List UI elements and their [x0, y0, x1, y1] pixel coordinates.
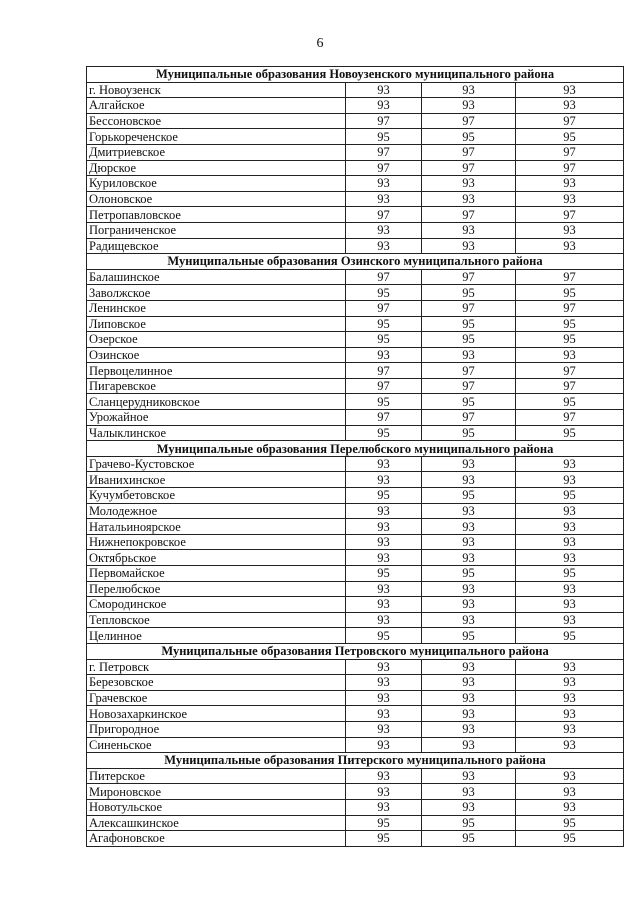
value-cell-2: 97 [422, 363, 516, 379]
value-cell-1: 93 [346, 191, 422, 207]
table-row [87, 581, 624, 597]
table-row [87, 721, 624, 737]
table-row [87, 706, 624, 722]
value-cell-2: 95 [422, 628, 516, 644]
value-cell-2: 93 [422, 534, 516, 550]
municipality-name: Питерское [87, 768, 346, 784]
municipality-name: Липовское [87, 316, 346, 332]
municipality-name: Балашинское [87, 269, 346, 285]
municipality-name: Синеньское [87, 737, 346, 753]
municipality-name: Урожайное [87, 410, 346, 426]
municipality-name: Пигаревское [87, 378, 346, 394]
table-row [87, 737, 624, 753]
value-cell-2: 93 [422, 768, 516, 784]
value-cell-3: 93 [516, 721, 624, 737]
municipality-name: Тепловское [87, 612, 346, 628]
municipality-name: Нижнепокровское [87, 534, 346, 550]
value-cell-1: 95 [346, 316, 422, 332]
value-cell-2: 97 [422, 300, 516, 316]
section-title: Муниципальные образования Петровского муниципального района [87, 643, 624, 659]
value-cell-1: 95 [346, 566, 422, 582]
value-cell-2: 93 [422, 472, 516, 488]
value-cell-3: 93 [516, 238, 624, 254]
municipality-name: Горькореченское [87, 129, 346, 145]
section-header-row [87, 254, 624, 270]
municipality-name: Куриловское [87, 176, 346, 192]
value-cell-1: 93 [346, 612, 422, 628]
value-cell-3: 93 [516, 347, 624, 363]
table-row [87, 82, 624, 98]
table-body [87, 67, 624, 847]
value-cell-2: 97 [422, 410, 516, 426]
municipality-name: Перелюбское [87, 581, 346, 597]
value-cell-2: 93 [422, 721, 516, 737]
value-cell-3: 93 [516, 690, 624, 706]
municipality-name: Алгайское [87, 98, 346, 114]
value-cell-1: 93 [346, 675, 422, 691]
municipality-name: Озинское [87, 347, 346, 363]
value-cell-1: 93 [346, 690, 422, 706]
table-row [87, 768, 624, 784]
table-row [87, 300, 624, 316]
table-row [87, 363, 624, 379]
value-cell-1: 93 [346, 503, 422, 519]
value-cell-2: 97 [422, 269, 516, 285]
municipality-name: Олоновское [87, 191, 346, 207]
table-row [87, 472, 624, 488]
table-row [87, 456, 624, 472]
value-cell-3: 97 [516, 160, 624, 176]
value-cell-1: 97 [346, 300, 422, 316]
value-cell-1: 93 [346, 597, 422, 613]
value-cell-2: 95 [422, 394, 516, 410]
value-cell-1: 95 [346, 488, 422, 504]
municipality-name: Мироновское [87, 784, 346, 800]
value-cell-3: 97 [516, 207, 624, 223]
municipality-name: Новотульское [87, 799, 346, 815]
value-cell-1: 93 [346, 456, 422, 472]
table-row [87, 659, 624, 675]
municipality-name: Озерское [87, 332, 346, 348]
value-cell-3: 93 [516, 706, 624, 722]
table-row [87, 815, 624, 831]
value-cell-3: 93 [516, 659, 624, 675]
value-cell-2: 93 [422, 659, 516, 675]
value-cell-3: 95 [516, 285, 624, 301]
value-cell-2: 95 [422, 316, 516, 332]
value-cell-1: 97 [346, 160, 422, 176]
value-cell-1: 95 [346, 628, 422, 644]
value-cell-2: 95 [422, 285, 516, 301]
table-row [87, 675, 624, 691]
value-cell-2: 93 [422, 675, 516, 691]
value-cell-1: 95 [346, 831, 422, 847]
value-cell-1: 93 [346, 222, 422, 238]
section-title: Муниципальные образования Новоузенского муниципального района [87, 67, 624, 83]
value-cell-1: 97 [346, 363, 422, 379]
value-cell-1: 97 [346, 269, 422, 285]
municipality-name: Дюрское [87, 160, 346, 176]
value-cell-2: 95 [422, 815, 516, 831]
value-cell-1: 97 [346, 207, 422, 223]
value-cell-1: 97 [346, 144, 422, 160]
value-cell-3: 93 [516, 737, 624, 753]
table-row [87, 519, 624, 535]
value-cell-3: 97 [516, 378, 624, 394]
value-cell-1: 93 [346, 534, 422, 550]
table-row [87, 285, 624, 301]
table-row [87, 269, 624, 285]
section-header-row [87, 643, 624, 659]
value-cell-3: 93 [516, 472, 624, 488]
municipality-name: Пограниченское [87, 222, 346, 238]
value-cell-3: 93 [516, 222, 624, 238]
value-cell-3: 93 [516, 581, 624, 597]
value-cell-1: 93 [346, 706, 422, 722]
municipality-name: Кучумбетовское [87, 488, 346, 504]
table-row [87, 612, 624, 628]
value-cell-1: 95 [346, 394, 422, 410]
value-cell-1: 93 [346, 82, 422, 98]
municipality-name: Пригородное [87, 721, 346, 737]
value-cell-1: 95 [346, 815, 422, 831]
municipality-name: Агафоновское [87, 831, 346, 847]
value-cell-1: 93 [346, 550, 422, 566]
value-cell-3: 93 [516, 550, 624, 566]
table-row [87, 534, 624, 550]
value-cell-1: 93 [346, 581, 422, 597]
table-row [87, 831, 624, 847]
value-cell-3: 93 [516, 784, 624, 800]
value-cell-3: 97 [516, 363, 624, 379]
value-cell-3: 97 [516, 113, 624, 129]
table-row [87, 690, 624, 706]
value-cell-2: 93 [422, 456, 516, 472]
municipal-table [86, 66, 624, 847]
value-cell-2: 93 [422, 612, 516, 628]
table-row [87, 176, 624, 192]
value-cell-1: 93 [346, 784, 422, 800]
value-cell-2: 97 [422, 144, 516, 160]
value-cell-2: 93 [422, 597, 516, 613]
value-cell-2: 93 [422, 706, 516, 722]
value-cell-2: 93 [422, 784, 516, 800]
value-cell-1: 95 [346, 332, 422, 348]
value-cell-3: 95 [516, 628, 624, 644]
value-cell-2: 93 [422, 519, 516, 535]
table-row [87, 332, 624, 348]
value-cell-3: 95 [516, 332, 624, 348]
value-cell-3: 93 [516, 534, 624, 550]
table-row [87, 378, 624, 394]
value-cell-1: 93 [346, 721, 422, 737]
value-cell-3: 97 [516, 269, 624, 285]
value-cell-1: 93 [346, 98, 422, 114]
municipality-name: Целинное [87, 628, 346, 644]
table-row [87, 550, 624, 566]
value-cell-2: 93 [422, 503, 516, 519]
value-cell-1: 93 [346, 519, 422, 535]
value-cell-1: 93 [346, 238, 422, 254]
value-cell-2: 97 [422, 378, 516, 394]
value-cell-3: 93 [516, 768, 624, 784]
value-cell-1: 93 [346, 768, 422, 784]
value-cell-2: 93 [422, 98, 516, 114]
value-cell-2: 93 [422, 82, 516, 98]
value-cell-2: 93 [422, 176, 516, 192]
value-cell-2: 95 [422, 831, 516, 847]
value-cell-1: 93 [346, 659, 422, 675]
table-row [87, 144, 624, 160]
municipality-name: Бессоновское [87, 113, 346, 129]
table-row [87, 191, 624, 207]
value-cell-2: 93 [422, 238, 516, 254]
value-cell-2: 93 [422, 222, 516, 238]
municipality-name: г. Новоузенск [87, 82, 346, 98]
table-row [87, 113, 624, 129]
value-cell-2: 97 [422, 207, 516, 223]
value-cell-1: 93 [346, 347, 422, 363]
value-cell-3: 93 [516, 612, 624, 628]
value-cell-3: 93 [516, 82, 624, 98]
value-cell-2: 93 [422, 581, 516, 597]
value-cell-3: 95 [516, 129, 624, 145]
municipality-name: Березовское [87, 675, 346, 691]
table-row [87, 347, 624, 363]
table-row [87, 488, 624, 504]
value-cell-1: 97 [346, 378, 422, 394]
table-row [87, 566, 624, 582]
value-cell-2: 95 [422, 425, 516, 441]
section-header-row [87, 753, 624, 769]
municipality-name: Алексашкинское [87, 815, 346, 831]
value-cell-1: 93 [346, 176, 422, 192]
value-cell-2: 93 [422, 191, 516, 207]
municipality-name: Петропавловское [87, 207, 346, 223]
table-row [87, 222, 624, 238]
value-cell-1: 95 [346, 425, 422, 441]
municipality-name: Грачево-Кустовское [87, 456, 346, 472]
value-cell-2: 95 [422, 129, 516, 145]
value-cell-2: 95 [422, 488, 516, 504]
table-row [87, 129, 624, 145]
table-row [87, 207, 624, 223]
value-cell-1: 93 [346, 799, 422, 815]
value-cell-3: 95 [516, 316, 624, 332]
section-title: Муниципальные образования Озинского муниципального района [87, 254, 624, 270]
municipality-name: Натальиноярское [87, 519, 346, 535]
table-row [87, 410, 624, 426]
municipality-name: Заволжское [87, 285, 346, 301]
value-cell-3: 93 [516, 191, 624, 207]
municipality-name: Дмитриевское [87, 144, 346, 160]
value-cell-3: 95 [516, 815, 624, 831]
value-cell-2: 93 [422, 347, 516, 363]
municipality-name: Новозахаркинское [87, 706, 346, 722]
value-cell-1: 97 [346, 113, 422, 129]
value-cell-1: 95 [346, 129, 422, 145]
municipality-name: Грачевское [87, 690, 346, 706]
municipality-name: г. Петровск [87, 659, 346, 675]
table-row [87, 425, 624, 441]
value-cell-2: 97 [422, 113, 516, 129]
section-header-row [87, 441, 624, 457]
section-title: Муниципальные образования Перелюбского муниципального района [87, 441, 624, 457]
value-cell-3: 95 [516, 425, 624, 441]
value-cell-2: 93 [422, 550, 516, 566]
table-row [87, 503, 624, 519]
value-cell-3: 93 [516, 519, 624, 535]
municipality-name: Молодежное [87, 503, 346, 519]
value-cell-2: 93 [422, 737, 516, 753]
value-cell-3: 93 [516, 597, 624, 613]
section-header-row [87, 67, 624, 83]
value-cell-3: 93 [516, 503, 624, 519]
value-cell-2: 93 [422, 799, 516, 815]
value-cell-1: 97 [346, 410, 422, 426]
municipality-name: Первоцелинное [87, 363, 346, 379]
value-cell-3: 97 [516, 144, 624, 160]
value-cell-2: 97 [422, 160, 516, 176]
municipality-name: Чалыклинское [87, 425, 346, 441]
municipality-name: Ленинское [87, 300, 346, 316]
value-cell-2: 93 [422, 690, 516, 706]
municipality-name: Радищевское [87, 238, 346, 254]
value-cell-3: 93 [516, 799, 624, 815]
value-cell-3: 95 [516, 488, 624, 504]
value-cell-1: 93 [346, 737, 422, 753]
section-title: Муниципальные образования Питерского муниципального района [87, 753, 624, 769]
table-row [87, 238, 624, 254]
municipality-name: Первомайское [87, 566, 346, 582]
municipality-name: Иванихинское [87, 472, 346, 488]
value-cell-3: 95 [516, 394, 624, 410]
table-row [87, 98, 624, 114]
value-cell-3: 95 [516, 831, 624, 847]
table-row [87, 784, 624, 800]
value-cell-3: 93 [516, 675, 624, 691]
municipality-name: Сланцерудниковское [87, 394, 346, 410]
municipality-name: Октябрьское [87, 550, 346, 566]
value-cell-1: 95 [346, 285, 422, 301]
value-cell-1: 93 [346, 472, 422, 488]
value-cell-3: 97 [516, 300, 624, 316]
value-cell-3: 95 [516, 566, 624, 582]
value-cell-2: 95 [422, 566, 516, 582]
table-row [87, 160, 624, 176]
value-cell-2: 95 [422, 332, 516, 348]
table-row [87, 799, 624, 815]
value-cell-3: 93 [516, 98, 624, 114]
value-cell-3: 97 [516, 410, 624, 426]
value-cell-3: 93 [516, 456, 624, 472]
table-row [87, 316, 624, 332]
table-row [87, 394, 624, 410]
municipality-name: Смородинское [87, 597, 346, 613]
table-row [87, 597, 624, 613]
page-number: 6 [316, 36, 324, 51]
value-cell-3: 93 [516, 176, 624, 192]
table-row [87, 628, 624, 644]
